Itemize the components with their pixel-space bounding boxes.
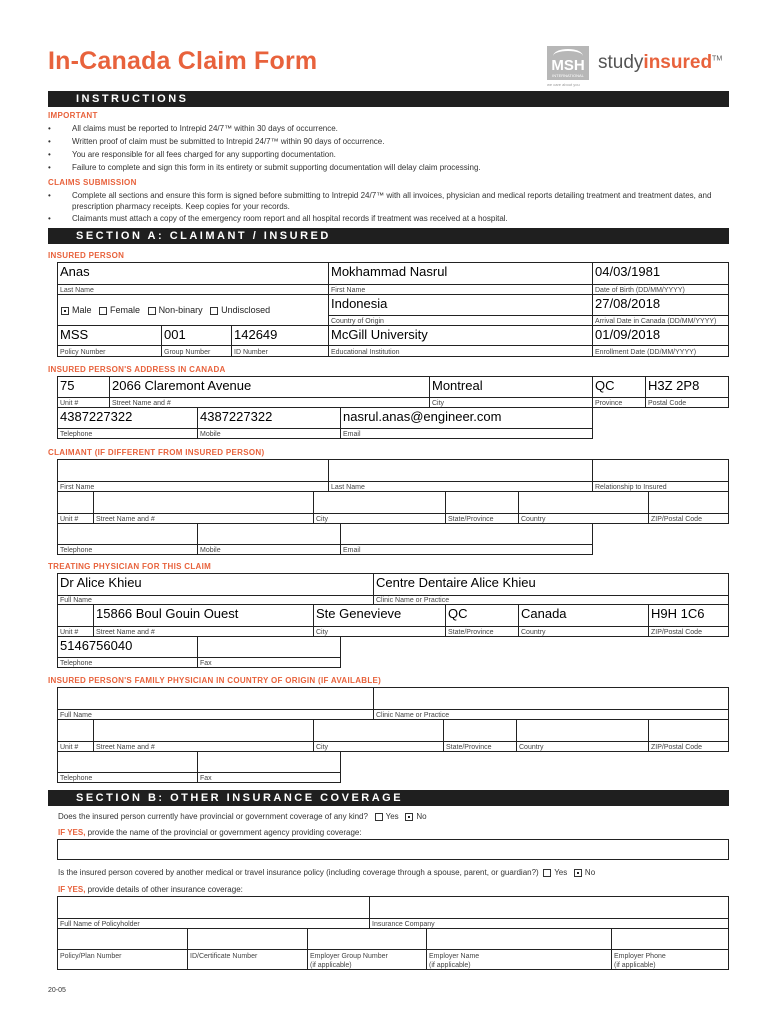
claimant-relationship-field[interactable]: Relationship to Insured [593,460,728,491]
claimant-telephone-field[interactable]: Telephone [58,524,198,554]
important-heading: IMPORTANT [48,111,98,120]
other-insurance-yes-checkbox[interactable]: Yes [543,868,567,877]
family-fax-field[interactable]: Fax [198,752,340,782]
family-unit-field[interactable]: Unit # [58,720,94,751]
question-other-insurance: Is the insured person covered by another medical or travel insurance policy (including coverage through a spouse, parent, or guardian?) Yes No [58,868,596,877]
family-physician-clinic-field[interactable]: Clinic Name or Practice [374,688,728,719]
family-physician-name-field[interactable]: Full Name [58,688,374,719]
gender-nonbinary-checkbox[interactable]: Non-binary [148,305,203,315]
question-government-coverage: Does the insured person currently have provincial or government coverage of any kind? Yes No [58,812,427,821]
claims-heading: CLAIMS SUBMISSION [48,178,137,187]
physician-heading: TREATING PHYSICIAN FOR THIS CLAIM [48,562,212,571]
claimant-name-grid [57,459,729,492]
section-b-bar: SECTION B: OTHER INSURANCE COVERAGE [48,790,729,806]
physician-fax-field[interactable]: Fax [198,637,340,667]
employer-phone-field[interactable]: Employer Phone (if applicable) [612,929,728,969]
other-policy-grid [57,928,729,970]
gender-male-checkbox[interactable]: Male [61,305,92,315]
physician-name-field[interactable]: Dr Alice Khieu Full Name [58,574,374,604]
gender-undisclosed-checkbox[interactable]: Undisclosed [210,305,270,315]
last-name-field[interactable]: Anas Last Name [58,263,329,295]
physician-address-grid [57,604,729,637]
insured-person-heading: INSURED PERSON [48,251,125,260]
enrollment-date-field[interactable]: 01/09/2018 Enrollment Date (DD/MM/YYYY) [593,326,728,356]
family-address-grid [57,719,729,752]
country-of-origin-field[interactable]: Indonesia Country of Origin [329,295,593,326]
claimant-contact-grid [57,523,593,555]
first-name-field[interactable]: Mokhammad Nasrul First Name [329,263,593,295]
gender-options [58,295,329,326]
family-name-grid [57,687,729,720]
claimant-street-field[interactable]: Street Name and # [94,492,314,523]
msh-logo: MSH INTERNATIONAL [547,46,589,80]
gender-female-checkbox[interactable]: Female [99,305,140,315]
section-a-bar: SECTION A: CLAIMANT / INSURED [48,228,729,244]
physician-state-field[interactable]: QC State/Province [446,605,519,636]
policy-number-field[interactable]: MSS Policy Number [58,326,162,356]
employer-name-field[interactable]: Employer Name (if applicable) [427,929,612,969]
claimant-zip-field[interactable]: ZIP/Postal Code [649,492,728,523]
family-country-field[interactable]: Country [517,720,649,751]
physician-telephone-field[interactable]: 5146756040 Telephone [58,637,198,667]
claimant-mobile-field[interactable]: Mobile [198,524,341,554]
claimant-country-field[interactable]: Country [519,492,649,523]
id-number-field[interactable]: 142649 ID Number [232,326,329,356]
street-field[interactable]: 2066 Claremont Avenue Street Name and # [110,377,430,407]
gov-coverage-yes-checkbox[interactable]: Yes [375,812,399,821]
physician-name-grid [57,573,729,605]
policy-plan-number-field[interactable]: Policy/Plan Number [58,929,188,969]
address-grid [57,376,729,408]
insured-person-grid [57,262,729,357]
claimant-last-name-field[interactable]: Last Name [329,460,593,491]
claimant-first-name-field[interactable]: First Name [58,460,329,491]
claimant-unit-field[interactable]: Unit # [58,492,94,523]
claimant-state-field[interactable]: State/Province [446,492,519,523]
physician-zip-field[interactable]: H9H 1C6 ZIP/Postal Code [649,605,728,636]
claimant-heading: CLAIMANT (IF DIFFERENT FROM INSURED PERSON) [48,448,265,457]
studyinsured-logo: studyinsured™ [598,52,723,73]
physician-country-field[interactable]: Canada Country [519,605,649,636]
instructions-bar: INSTRUCTIONS [48,91,729,107]
family-zip-field[interactable]: ZIP/Postal Code [649,720,728,751]
physician-city-field[interactable]: Ste Genevieve City [314,605,446,636]
family-city-field[interactable]: City [314,720,444,751]
policyholder-name-field[interactable]: Full Name of Policyholder [58,897,370,928]
claimant-address-grid [57,491,729,524]
city-field[interactable]: Montreal City [430,377,593,407]
claimant-email-field[interactable]: Email [341,524,592,554]
unit-field[interactable]: 75 Unit # [58,377,110,407]
insurance-company-field[interactable]: Insurance Company [370,897,728,928]
claimant-city-field[interactable]: City [314,492,446,523]
physician-unit-field[interactable]: Unit # [58,605,94,636]
form-version-code: 20-05 [48,987,66,994]
family-contact-grid [57,751,341,783]
family-telephone-field[interactable]: Telephone [58,752,198,782]
contact-grid [57,407,593,439]
employer-group-number-field[interactable]: Employer Group Number (if applicable) [308,929,427,969]
family-physician-heading: INSURED PERSON'S FAMILY PHYSICIAN IN COUNTRY OF ORIGIN (IF AVAILABLE) [48,676,382,685]
certificate-number-field[interactable]: ID/Certificate Number [188,929,308,969]
physician-contact-grid [57,636,341,668]
email-field[interactable]: nasrul.anas@engineer.com Email [341,408,592,438]
policyholder-grid [57,896,729,929]
gov-coverage-followup: IF YES, provide the name of the provincial or government agency providing coverage: [58,828,362,837]
physician-clinic-field[interactable]: Centre Dentaire Alice Khieu Clinic Name or Practice [374,574,728,604]
postal-code-field[interactable]: H3Z 2P8 Postal Code [646,377,728,407]
telephone-field[interactable]: 4387227322 Telephone [58,408,198,438]
institution-field[interactable]: McGill University Educational Institution [329,326,593,356]
gov-agency-field[interactable] [57,839,729,860]
arrival-date-field[interactable]: 27/08/2018 Arrival Date in Canada (DD/MM/YYYY) [593,295,728,326]
physician-street-field[interactable]: 15866 Boul Gouin Ouest Street Name and # [94,605,314,636]
other-insurance-followup: IF YES, provide details of other insurance coverage: [58,885,243,894]
address-heading: INSURED PERSON'S ADDRESS IN CANADA [48,365,226,374]
mobile-field[interactable]: 4387227322 Mobile [198,408,341,438]
group-number-field[interactable]: 001 Group Number [162,326,232,356]
province-field[interactable]: QC Province [593,377,646,407]
family-street-field[interactable]: Street Name and # [94,720,314,751]
other-insurance-no-checkbox[interactable]: No [574,868,595,877]
gov-coverage-no-checkbox[interactable]: No [405,812,426,821]
dob-field[interactable]: 04/03/1981 Date of Birth (DD/MM/YYYY) [593,263,728,295]
form-title: In-Canada Claim Form [48,47,318,75]
logo-tagline: we care about you [547,82,580,87]
family-state-field[interactable]: State/Province [444,720,517,751]
